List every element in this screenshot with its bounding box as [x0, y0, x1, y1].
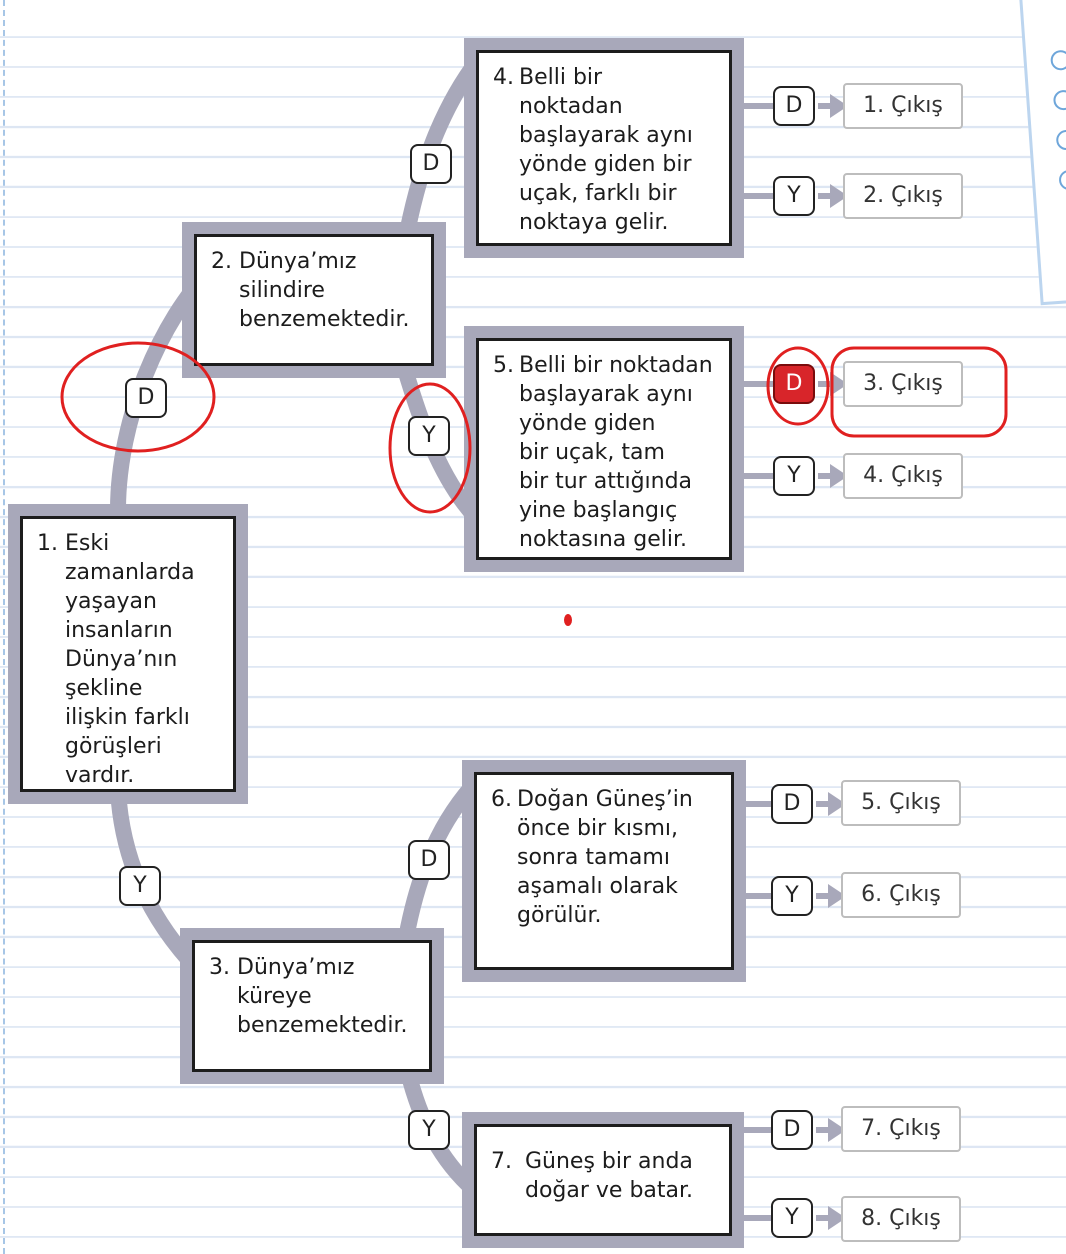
- text-line: benzemektedir.: [237, 1013, 408, 1038]
- circle-mark: [390, 384, 470, 512]
- exit-badge-yanlis[interactable]: Y: [771, 1198, 813, 1238]
- exit-box-7[interactable]: 7. Çıkış: [841, 1106, 961, 1152]
- text-line: uçak, farklı bir: [519, 181, 677, 206]
- text-line: noktaya gelir.: [519, 210, 669, 235]
- text-line: sonra tamamı: [517, 845, 670, 870]
- text-line: yönde giden: [519, 411, 656, 436]
- exit-box-4[interactable]: 4. Çıkış: [843, 453, 963, 499]
- question-number: 4.: [493, 65, 514, 90]
- exit-box-5[interactable]: 5. Çıkış: [841, 780, 961, 826]
- exit-badge-yanlis[interactable]: Y: [771, 876, 813, 916]
- text-line: Belli bir noktadan: [519, 353, 713, 378]
- text-line: benzemektedir.: [239, 307, 410, 332]
- branch-badge-dogru[interactable]: D: [408, 840, 450, 880]
- text-line: insanların: [65, 618, 173, 643]
- text-line: bir tur attığında: [519, 469, 693, 494]
- question-number: 6.: [491, 787, 512, 812]
- text-line: yönde giden bir: [519, 152, 692, 177]
- text-line: noktasına gelir.: [519, 527, 687, 552]
- dot-mark: [564, 614, 572, 626]
- text-line: görüşleri: [65, 734, 162, 759]
- circle-mark: [832, 348, 1006, 436]
- text-line: önce bir kısmı,: [517, 816, 678, 841]
- exit-box-6[interactable]: 6. Çıkış: [841, 872, 961, 918]
- text-line: Güneş bir anda: [525, 1149, 693, 1174]
- question-number: 7.: [491, 1149, 512, 1174]
- text-line: görülür.: [517, 903, 602, 928]
- text-line: başlayarak aynı: [519, 382, 693, 407]
- text-line: Doğan Güneş’in: [517, 787, 693, 812]
- text-line: Dünya’mız: [237, 955, 355, 980]
- text-line: bir uçak, tam: [519, 440, 665, 465]
- exit-box-1[interactable]: 1. Çıkış: [843, 83, 963, 129]
- exit-badge-dogru-selected[interactable]: D: [773, 364, 815, 404]
- text-line: zamanlarda: [65, 560, 195, 585]
- exit-box-2[interactable]: 2. Çıkış: [843, 173, 963, 219]
- circle-mark: [768, 348, 828, 424]
- text-line: Eski: [65, 531, 110, 556]
- exit-box-8[interactable]: 8. Çıkış: [841, 1196, 961, 1242]
- exit-badge-dogru[interactable]: D: [771, 784, 813, 824]
- text-line: vardır.: [65, 763, 135, 788]
- text-line: silindire: [239, 278, 325, 303]
- text-line: ilişkin farklı: [65, 705, 190, 730]
- exit-badge-dogru[interactable]: D: [771, 1110, 813, 1150]
- text-line: noktadan: [519, 94, 623, 119]
- branch-badge-yanlis[interactable]: Y: [119, 866, 161, 906]
- branch-badge-yanlis[interactable]: Y: [408, 1110, 450, 1150]
- text-line: aşamalı olarak: [517, 874, 678, 899]
- text-line: Dünya’nın: [65, 647, 178, 672]
- branch-badge-dogru[interactable]: D: [125, 378, 167, 418]
- text-line: Belli bir: [519, 65, 603, 90]
- text-line: başlayarak aynı: [519, 123, 693, 148]
- exit-badge-dogru[interactable]: D: [773, 86, 815, 126]
- exit-badge-yanlis[interactable]: Y: [773, 456, 815, 496]
- exit-box-3[interactable]: 3. Çıkış: [843, 361, 963, 407]
- text-line: Dünya’mız: [239, 249, 357, 274]
- question-number: 2.: [211, 249, 232, 274]
- text-line: şekline: [65, 676, 143, 701]
- branch-badge-yanlis[interactable]: Y: [408, 416, 450, 456]
- question-number: 3.: [209, 955, 230, 980]
- question-number: 1.: [37, 531, 58, 556]
- branch-badge-dogru[interactable]: D: [410, 144, 452, 184]
- circle-mark: [62, 343, 214, 451]
- text-line: yaşayan: [65, 589, 157, 614]
- text-line: küreye: [237, 984, 312, 1009]
- text-line: doğar ve batar.: [525, 1178, 694, 1203]
- text-line: yine başlangıç: [519, 498, 678, 523]
- exit-badge-yanlis[interactable]: Y: [773, 176, 815, 216]
- question-number: 5.: [493, 353, 514, 378]
